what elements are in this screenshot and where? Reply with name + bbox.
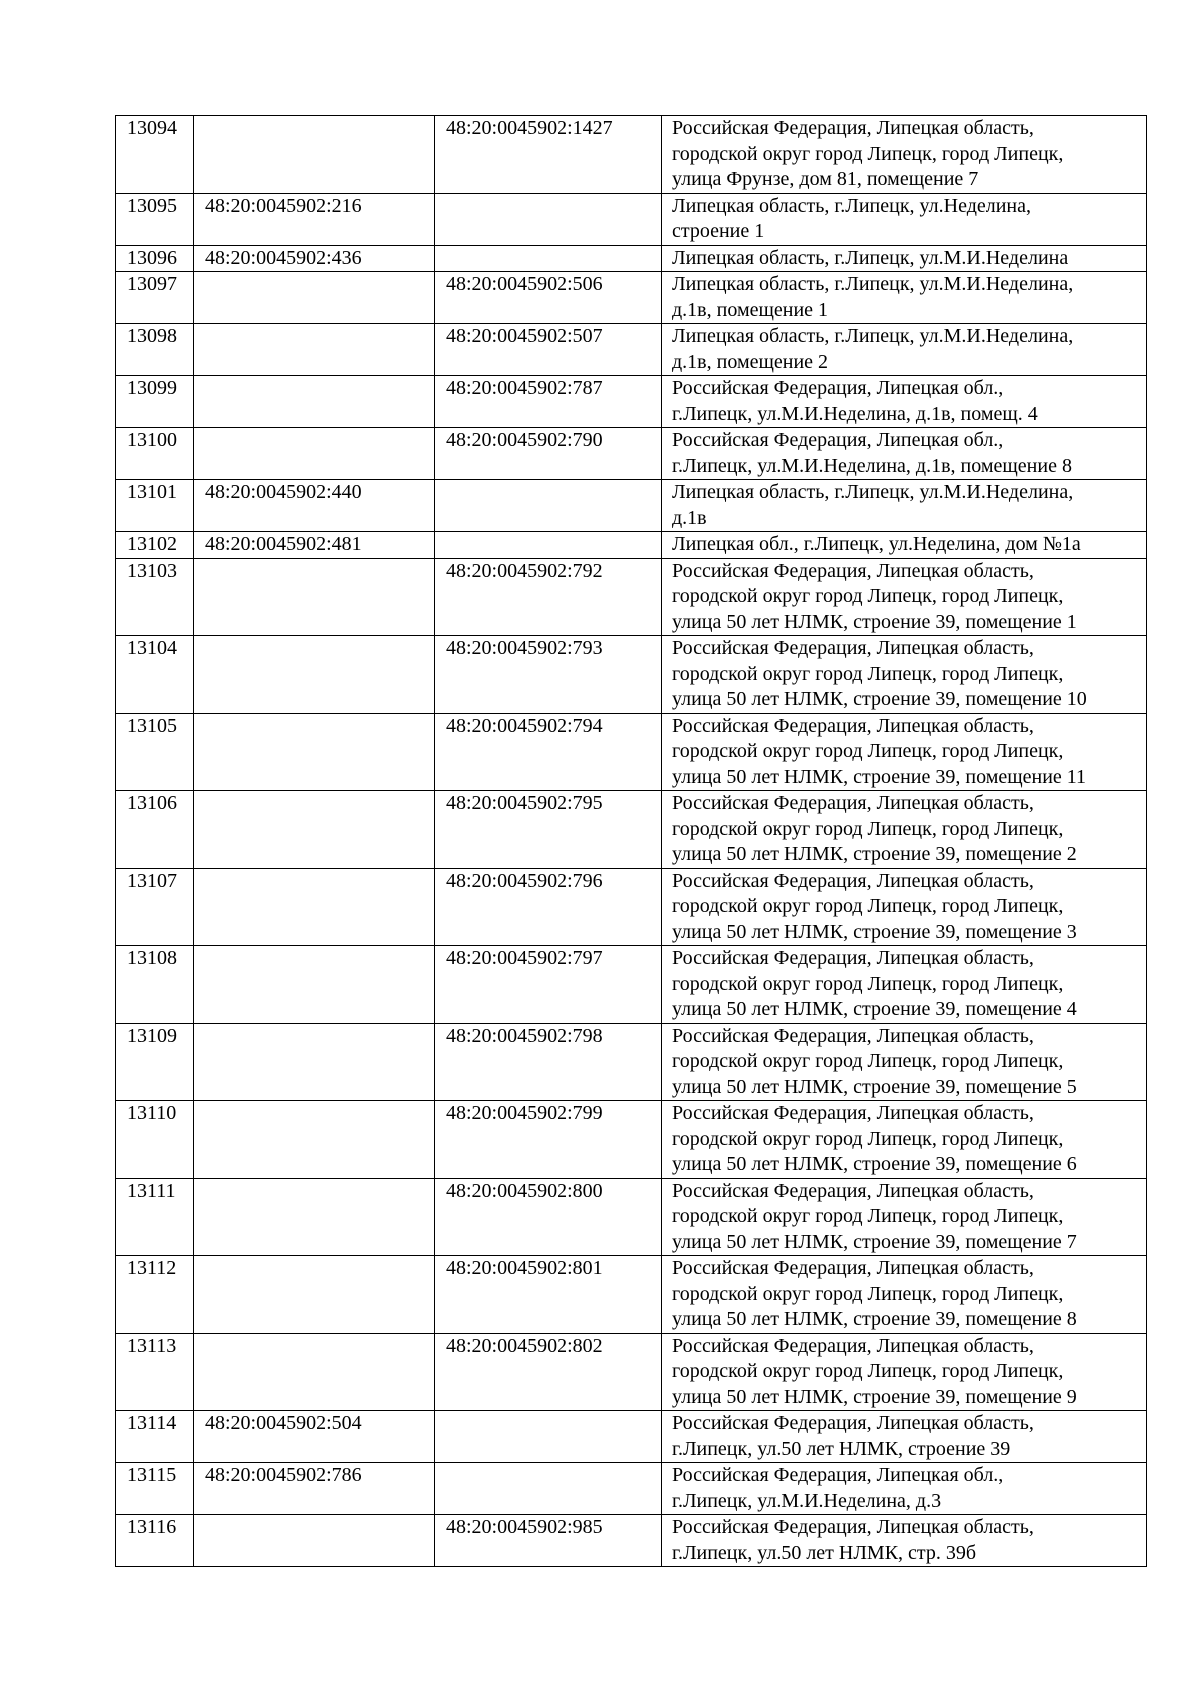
address-line: Российская Федерация, Липецкая область, <box>672 792 1034 814</box>
building-cadastral-number-cell: 48:20:0045902:790 <box>435 428 662 480</box>
table-row <box>116 428 1147 480</box>
address-line: г.Липецк, ул.М.И.Неделина, д.1в, помещение 8 <box>672 454 1072 477</box>
address-line: городской округ город Липецк, город Липецк, <box>672 585 1064 607</box>
table-row <box>116 1256 1147 1334</box>
land-cadastral-number-cell <box>194 1101 435 1179</box>
address-line: Российская Федерация, Липецкая область, <box>672 1257 1034 1279</box>
address-line: улица Фрунзе, дом 81, помещение 7 <box>672 168 979 190</box>
address-line: г.Липецк, ул.М.И.Неделина, д.1в, помещ. 4 <box>672 402 1038 425</box>
building-cadastral-number-cell: 48:20:0045902:794 <box>435 713 662 791</box>
address-line: улица 50 лет НЛМК, строение 39, помещение 4 <box>672 998 1077 1020</box>
building-cadastral-number-cell: 48:20:0045902:793 <box>435 636 662 714</box>
address-line: Российская Федерация, Липецкая область, <box>672 1024 1034 1047</box>
table-row <box>116 376 1147 428</box>
row-number-cell: 13108 <box>116 946 194 1024</box>
address-line: Российская Федерация, Липецкая область, <box>672 869 1034 892</box>
address-line: Липецкая область, г.Липецк, ул.М.И.Неделина <box>672 246 1069 269</box>
land-cadastral-number-cell: 48:20:0045902:504 <box>194 1411 435 1463</box>
address-line: Российская Федерация, Липецкая область, <box>672 947 1034 969</box>
address-line: д.1в, помещение 1 <box>672 298 829 321</box>
address-cell <box>662 532 1147 559</box>
land-cadastral-number-cell <box>194 1333 435 1411</box>
address-cell <box>662 324 1147 376</box>
land-cadastral-number-cell: 48:20:0045902:216 <box>194 193 435 245</box>
table-row <box>116 636 1147 714</box>
table-row <box>116 1178 1147 1256</box>
address-cell <box>662 1515 1147 1567</box>
address-cell <box>662 1256 1147 1334</box>
table-row <box>116 1515 1147 1567</box>
address-cell <box>662 376 1147 428</box>
address-line: городской округ город Липецк, город Липецк, <box>672 1127 1064 1150</box>
address-line: г.Липецк, ул.50 лет НЛМК, строение 39 <box>672 1437 1011 1460</box>
land-cadastral-number-cell <box>194 791 435 869</box>
document-table <box>115 115 1147 1567</box>
row-number-cell: 13096 <box>116 245 194 272</box>
table-row <box>116 713 1147 791</box>
table-row <box>116 1333 1147 1411</box>
address-cell <box>662 1101 1147 1179</box>
row-number-cell: 13107 <box>116 868 194 946</box>
building-cadastral-number-cell: 48:20:0045902:795 <box>435 791 662 869</box>
address-cell <box>662 1463 1147 1515</box>
address-line: Липецкая область, г.Липецк, ул.М.И.Неделина, <box>672 481 1074 503</box>
address-line: улица 50 лет НЛМК, строение 39, помещение 8 <box>672 1308 1077 1330</box>
building-cadastral-number-cell: 48:20:0045902:801 <box>435 1256 662 1334</box>
address-line: улица 50 лет НЛМК, строение 39, помещение 6 <box>672 1153 1077 1175</box>
address-line: городской округ город Липецк, город Липецк, <box>672 1360 1064 1382</box>
building-cadastral-number-cell: 48:20:0045902:507 <box>435 324 662 376</box>
address-line: городской округ город Липецк, город Липецк, <box>672 895 1064 917</box>
address-line: Российская Федерация, Липецкая обл., <box>672 377 1004 399</box>
land-cadastral-number-cell <box>194 558 435 636</box>
building-cadastral-number-cell: 48:20:0045902:792 <box>435 558 662 636</box>
address-cell <box>662 791 1147 869</box>
address-cell <box>662 1023 1147 1101</box>
address-line: Российская Федерация, Липецкая область, <box>672 117 1034 139</box>
row-number-cell: 13106 <box>116 791 194 869</box>
address-line: городской округ город Липецк, город Липецк, <box>672 740 1064 762</box>
address-line: городской округ город Липецк, город Липецк, <box>672 662 1064 685</box>
address-line: г.Липецк, ул.М.И.Неделина, д.3 <box>672 1489 942 1512</box>
table-body <box>116 116 1147 1567</box>
land-cadastral-number-cell: 48:20:0045902:786 <box>194 1463 435 1515</box>
land-cadastral-number-cell <box>194 946 435 1024</box>
row-number-cell: 13099 <box>116 376 194 428</box>
address-line: Российская Федерация, Липецкая область, <box>672 1516 1034 1538</box>
address-cell <box>662 193 1147 245</box>
address-cell <box>662 946 1147 1024</box>
address-line: д.1в <box>672 506 707 529</box>
row-number-cell: 13103 <box>116 558 194 636</box>
row-number-cell: 13105 <box>116 713 194 791</box>
row-number-cell: 13094 <box>116 116 194 194</box>
land-cadastral-number-cell <box>194 1515 435 1567</box>
address-cell <box>662 1178 1147 1256</box>
row-number-cell: 13109 <box>116 1023 194 1101</box>
address-line: Российская Федерация, Липецкая область, <box>672 559 1034 582</box>
row-number-cell: 13111 <box>116 1178 194 1256</box>
row-number-cell: 13115 <box>116 1463 194 1515</box>
address-cell <box>662 636 1147 714</box>
building-cadastral-number-cell: 48:20:0045902:800 <box>435 1178 662 1256</box>
building-cadastral-number-cell <box>435 532 662 559</box>
table-row <box>116 558 1147 636</box>
land-cadastral-number-cell: 48:20:0045902:440 <box>194 480 435 532</box>
table-row <box>116 1463 1147 1515</box>
row-number-cell: 13104 <box>116 636 194 714</box>
building-cadastral-number-cell: 48:20:0045902:798 <box>435 1023 662 1101</box>
table-row <box>116 791 1147 869</box>
table-row <box>116 193 1147 245</box>
land-cadastral-number-cell <box>194 713 435 791</box>
building-cadastral-number-cell: 48:20:0045902:799 <box>435 1101 662 1179</box>
address-line: Липецкая обл., г.Липецк, ул.Неделина, дом №1а <box>672 533 1081 555</box>
address-line: Липецкая область, г.Липецк, ул.М.И.Неделина, <box>672 273 1074 295</box>
table-row <box>116 946 1147 1024</box>
address-cell <box>662 272 1147 324</box>
row-number-cell: 13101 <box>116 480 194 532</box>
row-number-cell: 13110 <box>116 1101 194 1179</box>
address-line: улица 50 лет НЛМК, строение 39, помещение 11 <box>672 765 1087 788</box>
address-line: строение 1 <box>672 220 765 242</box>
address-line: улица 50 лет НЛМК, строение 39, помещение 5 <box>672 1075 1077 1098</box>
building-cadastral-number-cell: 48:20:0045902:1427 <box>435 116 662 194</box>
table-row <box>116 1023 1147 1101</box>
land-cadastral-number-cell <box>194 1256 435 1334</box>
address-cell <box>662 1333 1147 1411</box>
address-line: Российская Федерация, Липецкая обл., <box>672 1464 1004 1486</box>
address-line: улица 50 лет НЛМК, строение 39, помещение 7 <box>672 1230 1077 1253</box>
row-number-cell: 13114 <box>116 1411 194 1463</box>
address-line: улица 50 лет НЛМК, строение 39, помещение 1 <box>672 610 1077 633</box>
land-cadastral-number-cell <box>194 868 435 946</box>
building-cadastral-number-cell <box>435 1411 662 1463</box>
row-number-cell: 13097 <box>116 272 194 324</box>
address-cell <box>662 480 1147 532</box>
address-line: Российская Федерация, Липецкая обл., <box>672 429 1004 451</box>
address-cell <box>662 868 1147 946</box>
address-line: Российская Федерация, Липецкая область, <box>672 1412 1034 1434</box>
table-row <box>116 324 1147 376</box>
land-cadastral-number-cell <box>194 324 435 376</box>
address-cell <box>662 558 1147 636</box>
building-cadastral-number-cell: 48:20:0045902:985 <box>435 1515 662 1567</box>
land-cadastral-number-cell: 48:20:0045902:436 <box>194 245 435 272</box>
address-line: городской округ город Липецк, город Липецк, <box>672 1282 1064 1305</box>
building-cadastral-number-cell <box>435 245 662 272</box>
table-row <box>116 116 1147 194</box>
building-cadastral-number-cell <box>435 193 662 245</box>
table-row <box>116 272 1147 324</box>
address-line: Российская Федерация, Липецкая область, <box>672 1179 1034 1202</box>
address-line: улица 50 лет НЛМК, строение 39, помещение 10 <box>672 688 1087 710</box>
table-row <box>116 245 1147 272</box>
address-cell <box>662 1411 1147 1463</box>
address-line: улица 50 лет НЛМК, строение 39, помещение 3 <box>672 920 1077 943</box>
address-line: Российская Федерация, Липецкая область, <box>672 714 1034 737</box>
address-line: городской округ город Липецк, город Липецк, <box>672 1205 1064 1227</box>
land-cadastral-number-cell <box>194 636 435 714</box>
table-row <box>116 1411 1147 1463</box>
land-cadastral-number-cell <box>194 116 435 194</box>
address-line: Российская Федерация, Липецкая область, <box>672 637 1034 659</box>
building-cadastral-number-cell: 48:20:0045902:802 <box>435 1333 662 1411</box>
table-row <box>116 532 1147 559</box>
land-cadastral-number-cell <box>194 1178 435 1256</box>
row-number-cell: 13098 <box>116 324 194 376</box>
address-line: городской округ город Липецк, город Липецк, <box>672 142 1064 165</box>
land-cadastral-number-cell <box>194 428 435 480</box>
address-line: городской округ город Липецк, город Липецк, <box>672 817 1064 840</box>
table-row <box>116 480 1147 532</box>
row-number-cell: 13113 <box>116 1333 194 1411</box>
row-number-cell: 13100 <box>116 428 194 480</box>
address-line: Российская Федерация, Липецкая область, <box>672 1334 1034 1357</box>
address-line: улица 50 лет НЛМК, строение 39, помещение 9 <box>672 1385 1077 1408</box>
address-line: г.Липецк, ул.50 лет НЛМК, стр. 39б <box>672 1541 977 1564</box>
row-number-cell: 13102 <box>116 532 194 559</box>
table-row <box>116 1101 1147 1179</box>
address-line: Липецкая область, г.Липецк, ул.Неделина, <box>672 194 1032 217</box>
table-row <box>116 868 1147 946</box>
address-line: Российская Федерация, Липецкая область, <box>672 1102 1034 1124</box>
land-cadastral-number-cell: 48:20:0045902:481 <box>194 532 435 559</box>
building-cadastral-number-cell: 48:20:0045902:787 <box>435 376 662 428</box>
building-cadastral-number-cell <box>435 480 662 532</box>
address-cell <box>662 428 1147 480</box>
address-line: городской округ город Липецк, город Липецк, <box>672 972 1064 995</box>
address-line: городской округ город Липецк, город Липецк, <box>672 1050 1064 1072</box>
building-cadastral-number-cell: 48:20:0045902:506 <box>435 272 662 324</box>
address-line: Липецкая область, г.Липецк, ул.М.И.Неделина, <box>672 325 1074 347</box>
row-number-cell: 13116 <box>116 1515 194 1567</box>
land-cadastral-number-cell <box>194 1023 435 1101</box>
address-line: д.1в, помещение 2 <box>672 350 829 373</box>
building-cadastral-number-cell <box>435 1463 662 1515</box>
address-cell <box>662 713 1147 791</box>
land-cadastral-number-cell <box>194 272 435 324</box>
row-number-cell: 13112 <box>116 1256 194 1334</box>
address-cell <box>662 116 1147 194</box>
address-cell <box>662 245 1147 272</box>
building-cadastral-number-cell: 48:20:0045902:797 <box>435 946 662 1024</box>
address-line: улица 50 лет НЛМК, строение 39, помещение 2 <box>672 843 1077 865</box>
land-cadastral-number-cell <box>194 376 435 428</box>
building-cadastral-number-cell: 48:20:0045902:796 <box>435 868 662 946</box>
row-number-cell: 13095 <box>116 193 194 245</box>
